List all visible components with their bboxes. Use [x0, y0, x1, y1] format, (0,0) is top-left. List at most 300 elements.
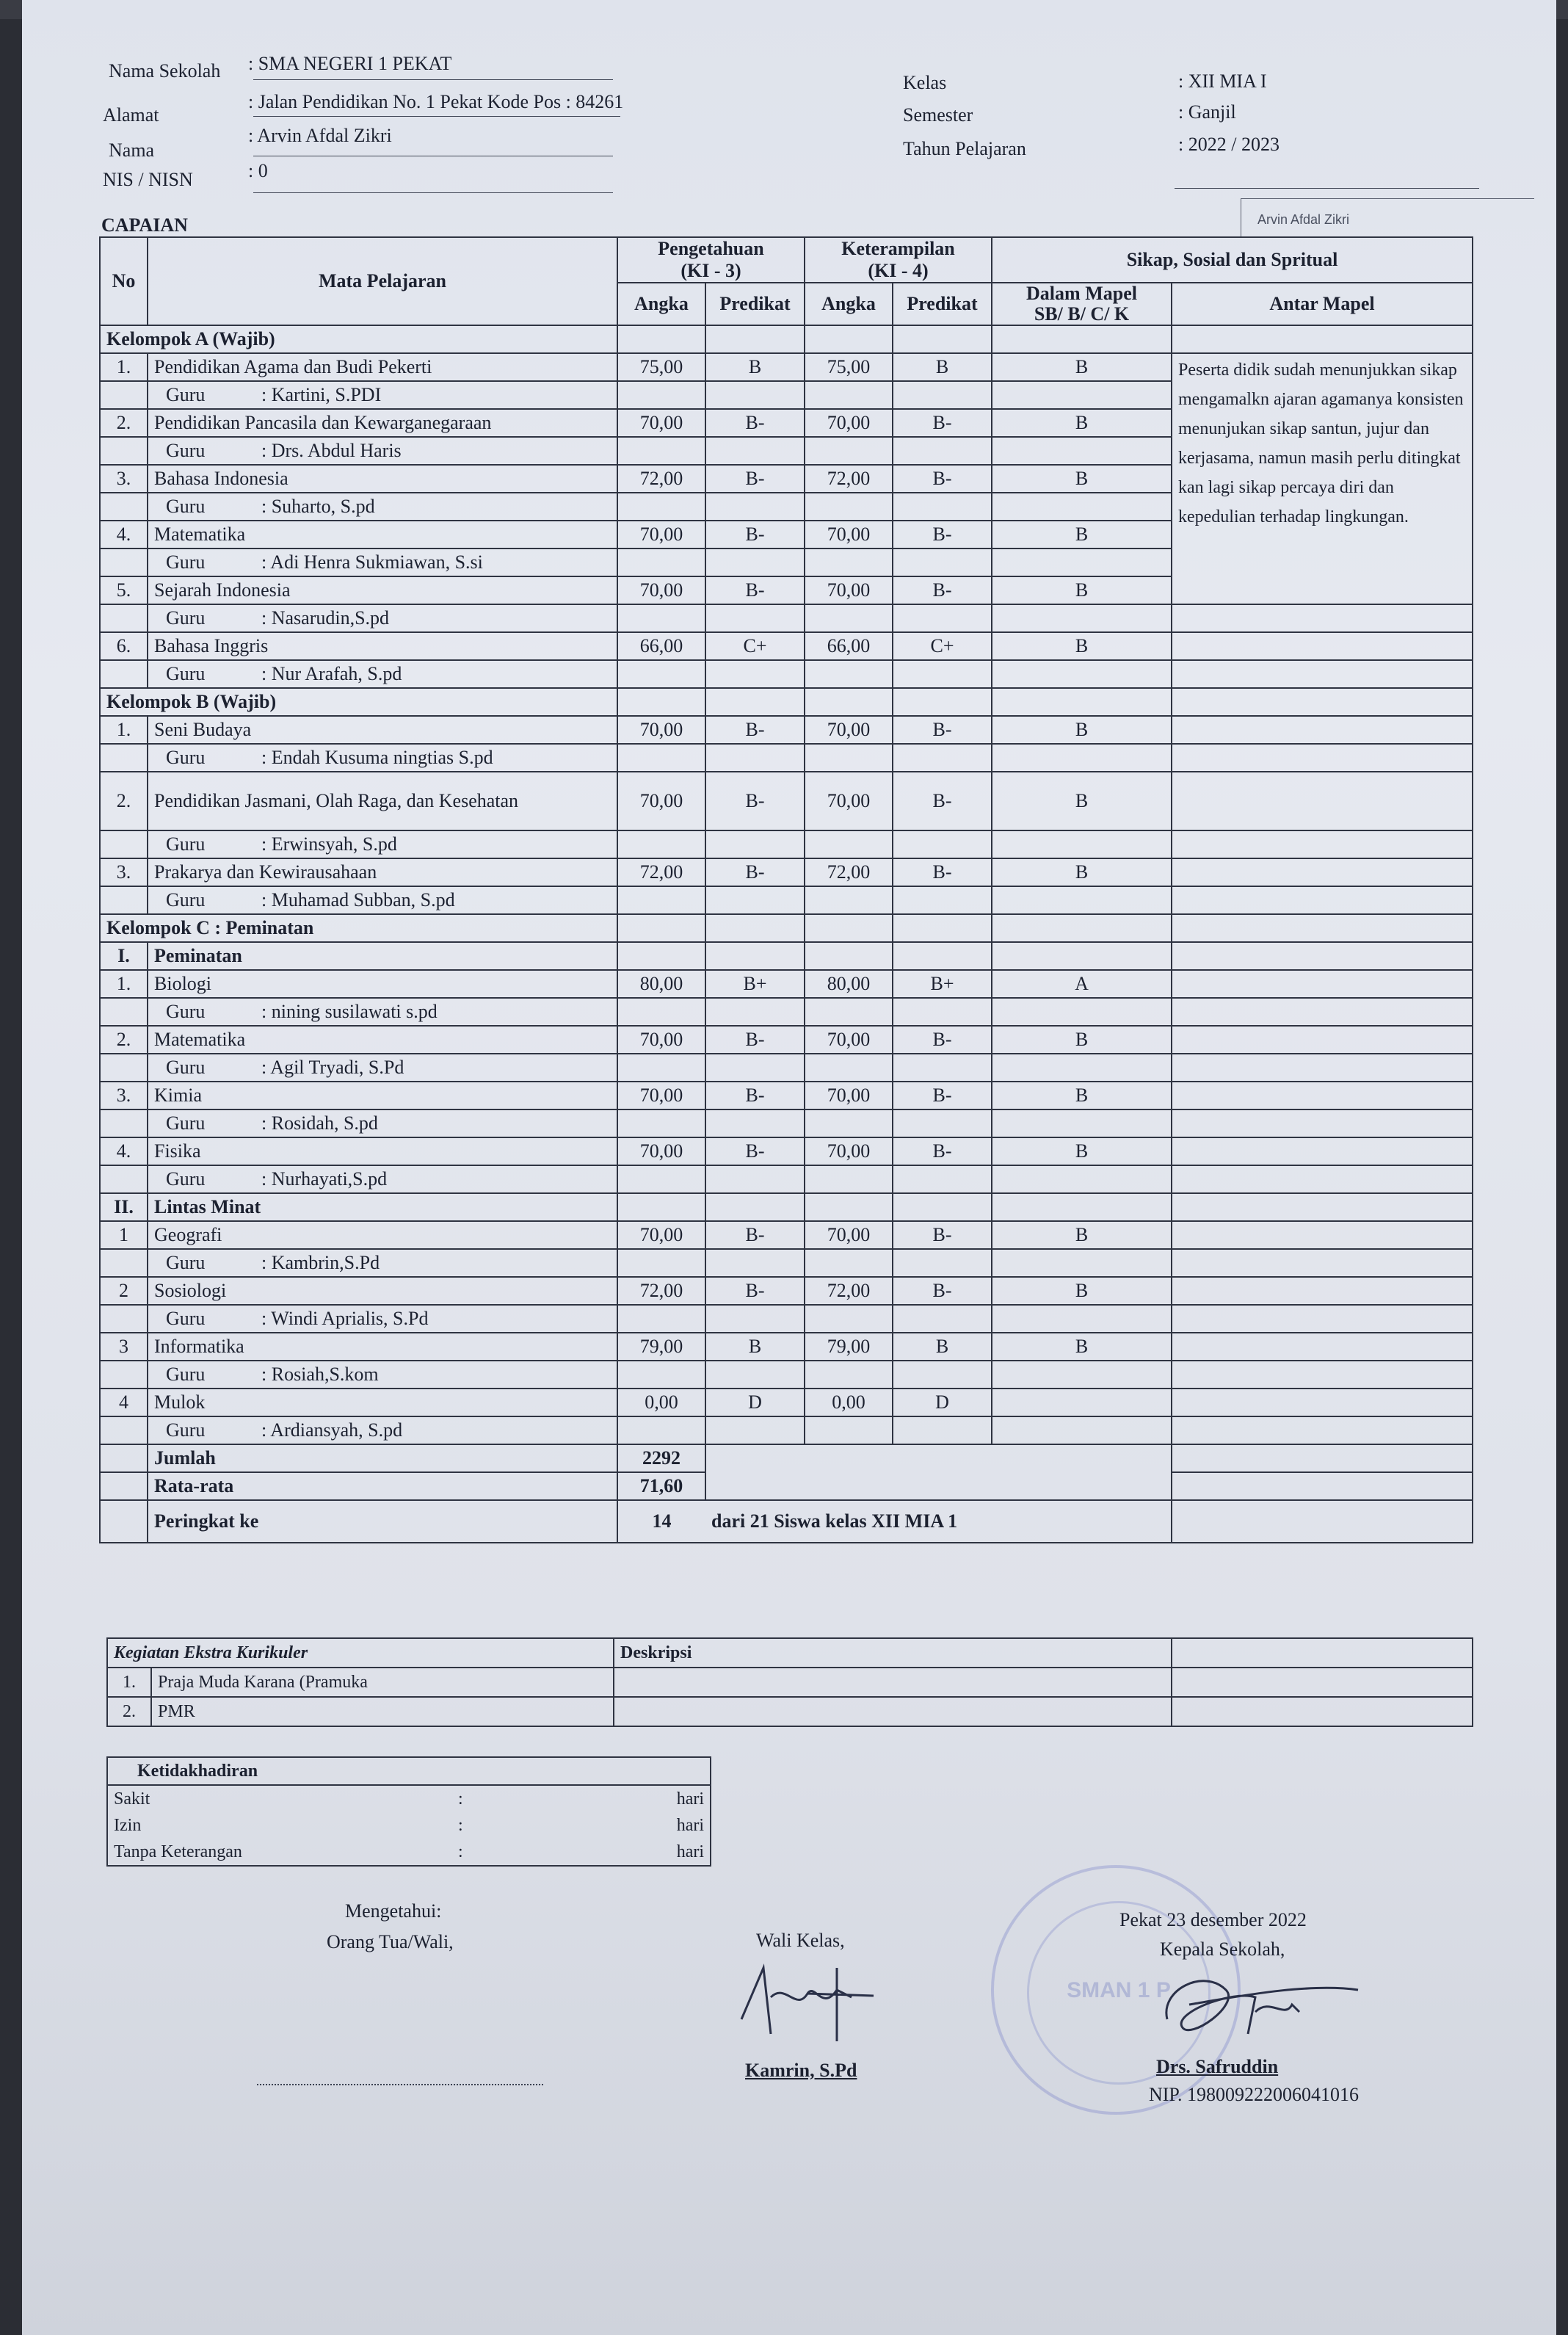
attitude-grade: B	[992, 1137, 1172, 1165]
teacher-name: : Drs. Abdul Haris	[261, 440, 402, 461]
empty-cell	[100, 1361, 148, 1389]
subject-row	[100, 1026, 1473, 1054]
k3-grade: B-	[705, 465, 805, 493]
empty-cell	[1172, 772, 1473, 830]
place-date: Pekat 23 desember 2022	[1119, 1909, 1307, 1930]
grades-table	[99, 236, 1473, 1543]
empty-cell	[705, 437, 805, 465]
extracurricular-number: 1.	[107, 1668, 151, 1697]
k4-grade: B-	[893, 521, 992, 549]
homeroom-teacher-name: Kamrin, S.Pd	[745, 2060, 857, 2081]
empty-cell	[992, 688, 1172, 716]
group-title: Kelompok C : Peminatan	[100, 914, 617, 942]
k3-score: 0,00	[617, 1389, 705, 1416]
subject-number: 2.	[100, 1026, 148, 1054]
empty-cell	[1172, 1444, 1473, 1472]
k4-score: 80,00	[805, 970, 893, 998]
teacher-label: Guru	[166, 1112, 206, 1134]
teacher-label: Guru	[166, 496, 206, 517]
teacher-name: : Rosiah,S.kom	[261, 1364, 379, 1385]
subject-row	[100, 858, 1473, 886]
k3-grade: B-	[705, 1221, 805, 1249]
school-year-label: Tahun Pelajaran	[903, 138, 1026, 159]
subject-name: Sosiologi	[148, 1277, 617, 1305]
teacher-cell	[148, 660, 617, 688]
k3-grade: B-	[705, 1277, 805, 1305]
empty-cell	[705, 744, 805, 772]
k3-grade: B-	[705, 1137, 805, 1165]
group-row	[100, 914, 1473, 942]
empty-cell	[705, 381, 805, 409]
empty-cell	[805, 886, 893, 914]
empty-cell	[1172, 1193, 1473, 1221]
empty-cell	[617, 1249, 705, 1277]
empty-cell	[1172, 1472, 1473, 1500]
empty-cell	[100, 744, 148, 772]
attendance-header-row	[107, 1757, 711, 1785]
attitude-grade: B	[992, 1277, 1172, 1305]
empty-cell	[705, 493, 805, 521]
subject-name: Matematika	[148, 521, 617, 549]
group-number: II.	[100, 1193, 148, 1221]
teacher-cell	[148, 493, 617, 521]
empty-cell	[893, 998, 992, 1026]
group-row	[100, 325, 1473, 353]
empty-cell	[893, 1193, 992, 1221]
header-k3-grade: Predikat	[705, 283, 805, 325]
school-stamp-text: SMAN 1 P	[1067, 1978, 1171, 2002]
empty-cell	[617, 1165, 705, 1193]
empty-cell	[1172, 1361, 1473, 1389]
teacher-name: : Kartini, S.PDI	[261, 384, 382, 405]
k4-score: 79,00	[805, 1333, 893, 1361]
k3-score: 70,00	[617, 716, 705, 744]
k4-score: 70,00	[805, 1026, 893, 1054]
group-title: Peminatan	[148, 942, 617, 970]
empty-cell	[992, 325, 1172, 353]
k3-score: 80,00	[617, 970, 705, 998]
empty-cell	[1172, 660, 1473, 688]
empty-cell	[100, 1249, 148, 1277]
group-title: Kelompok A (Wajib)	[100, 325, 617, 353]
attendance-separator: :	[458, 1815, 463, 1835]
empty-cell	[805, 1416, 893, 1444]
teacher-cell	[148, 830, 617, 858]
subject-number: 6.	[100, 632, 148, 660]
empty-cell	[705, 1361, 805, 1389]
teacher-name: : Kambrin,S.Pd	[261, 1252, 380, 1273]
empty-cell	[992, 660, 1172, 688]
subject-number: 4.	[100, 521, 148, 549]
k4-score: 70,00	[805, 1137, 893, 1165]
empty-cell	[893, 1416, 992, 1444]
empty-cell	[100, 1054, 148, 1082]
teacher-name: : nining susilawati s.pd	[261, 1001, 438, 1022]
empty-cell	[992, 1305, 1172, 1333]
subject-name: Pendidikan Jasmani, Olah Raga, dan Kesehatan	[148, 772, 617, 830]
empty-cell	[617, 914, 705, 942]
header-skills-ki: (KI - 4)	[868, 260, 929, 281]
semester-value: : Ganjil	[1178, 101, 1236, 123]
subject-number: 3.	[100, 465, 148, 493]
subject-row	[100, 1333, 1473, 1361]
empty-cell	[893, 914, 992, 942]
k3-grade: B-	[705, 772, 805, 830]
empty-cell	[893, 1361, 992, 1389]
k4-score: 0,00	[805, 1389, 893, 1416]
teacher-name: : Nurhayati,S.pd	[261, 1168, 388, 1190]
k3-score: 66,00	[617, 632, 705, 660]
teacher-label: Guru	[166, 607, 206, 629]
header-across-subject: Antar Mapel	[1172, 283, 1473, 325]
empty-cell	[805, 604, 893, 632]
empty-cell	[1172, 1333, 1473, 1361]
subject-row	[100, 632, 1473, 660]
header-attitude: Sikap, Sosial dan Spritual	[992, 237, 1473, 283]
empty-cell	[705, 886, 805, 914]
empty-cell	[1172, 1082, 1473, 1109]
teacher-name: : Suharto, S.pd	[261, 496, 375, 517]
empty-cell	[1172, 998, 1473, 1026]
acknowledged-label: Mengetahui:	[345, 1900, 442, 1922]
principal-name: Drs. Safruddin	[1156, 2056, 1279, 2077]
extracurricular-row	[107, 1697, 1473, 1726]
attitude-grade: B	[992, 1082, 1172, 1109]
empty-cell	[1172, 970, 1473, 998]
k3-score: 70,00	[617, 1026, 705, 1054]
empty-cell	[705, 998, 805, 1026]
empty-cell	[992, 830, 1172, 858]
empty-cell	[617, 1361, 705, 1389]
empty-cell	[617, 830, 705, 858]
k4-score: 70,00	[805, 772, 893, 830]
empty-cell	[1172, 1249, 1473, 1277]
rank-label: Peringkat ke	[148, 1500, 617, 1543]
k4-score: 70,00	[805, 1082, 893, 1109]
group-number: I.	[100, 942, 148, 970]
teacher-label: Guru	[166, 1419, 206, 1441]
teacher-cell	[148, 1165, 617, 1193]
teacher-cell	[148, 1109, 617, 1137]
teacher-cell	[148, 604, 617, 632]
empty-cell	[1172, 1137, 1473, 1165]
principal-label: Kepala Sekolah,	[1160, 1938, 1285, 1960]
k4-score: 72,00	[805, 858, 893, 886]
subject-name: Bahasa Inggris	[148, 632, 617, 660]
group-row	[100, 688, 1473, 716]
attendance-row	[107, 1785, 711, 1812]
empty-cell	[805, 998, 893, 1026]
empty-cell	[1172, 914, 1473, 942]
student-name-value: : Arvin Afdal Zikri	[248, 125, 392, 146]
empty-cell	[100, 1165, 148, 1193]
student-name-label: Nama	[109, 140, 155, 161]
attitude-grade: B	[992, 409, 1172, 437]
teacher-label: Guru	[166, 1252, 206, 1273]
k3-score: 72,00	[617, 1277, 705, 1305]
empty-cell	[617, 1193, 705, 1221]
average-row	[100, 1472, 1473, 1500]
empty-cell	[893, 493, 992, 521]
empty-cell	[617, 998, 705, 1026]
empty-cell	[805, 688, 893, 716]
teacher-row	[100, 660, 1473, 688]
nis-label: NIS / NISN	[103, 169, 193, 190]
empty-cell	[1172, 325, 1473, 353]
k3-grade: B	[705, 1333, 805, 1361]
empty-cell	[100, 437, 148, 465]
empty-cell	[100, 830, 148, 858]
empty-cell	[893, 325, 992, 353]
attendance-unit: hari	[599, 1785, 711, 1812]
extracurricular-name: Praja Muda Karana (Pramuka	[151, 1668, 614, 1697]
subject-number: 2.	[100, 772, 148, 830]
teacher-name: : Nur Arafah, S.pd	[261, 663, 402, 684]
teacher-cell	[148, 998, 617, 1026]
header-within-subject-title: Dalam Mapel	[1026, 283, 1137, 304]
group-title: Kelompok B (Wajib)	[100, 688, 617, 716]
subject-name: Kimia	[148, 1082, 617, 1109]
address-label: Alamat	[103, 104, 159, 126]
k4-grade: B-	[893, 1277, 992, 1305]
subject-row	[100, 716, 1473, 744]
empty-cell	[705, 660, 805, 688]
k4-grade: B-	[893, 858, 992, 886]
homeroom-signature	[727, 1953, 888, 2049]
empty-cell	[992, 886, 1172, 914]
k3-grade: B	[705, 353, 805, 381]
subject-name: Sejarah Indonesia	[148, 576, 617, 604]
empty-cell	[805, 437, 893, 465]
teacher-row	[100, 1305, 1473, 1333]
subject-row	[100, 353, 1473, 381]
empty-cell	[100, 886, 148, 914]
class-label: Kelas	[903, 72, 947, 93]
teacher-row	[100, 1054, 1473, 1082]
k3-score: 75,00	[617, 353, 705, 381]
teacher-label: Guru	[166, 1308, 206, 1329]
group-row	[100, 1193, 1473, 1221]
attitude-grade: B	[992, 858, 1172, 886]
attitude-grade: B	[992, 1221, 1172, 1249]
empty-cell	[805, 914, 893, 942]
empty-cell	[1172, 1277, 1473, 1305]
attendance-header: Ketidakhadiran	[107, 1757, 711, 1785]
header-no: No	[100, 237, 148, 325]
subject-name: Matematika	[148, 1026, 617, 1054]
k4-grade: B-	[893, 465, 992, 493]
empty-cell	[893, 660, 992, 688]
empty-cell	[100, 1416, 148, 1444]
empty-cell	[100, 660, 148, 688]
attendance-row	[107, 1812, 711, 1839]
attendance-unit: hari	[599, 1812, 711, 1839]
semester-label: Semester	[903, 104, 973, 126]
empty-cell	[100, 1305, 148, 1333]
empty-cell	[705, 604, 805, 632]
empty-cell	[1172, 942, 1473, 970]
teacher-name: : Endah Kusuma ningtias S.pd	[261, 747, 493, 768]
k3-grade: B-	[705, 576, 805, 604]
k3-score: 72,00	[617, 858, 705, 886]
empty-cell	[705, 1444, 1172, 1472]
teacher-name: : Windi Aprialis, S.Pd	[261, 1308, 429, 1329]
teacher-label: Guru	[166, 440, 206, 461]
empty-cell	[705, 1193, 805, 1221]
attendance-label: Tanpa Keterangan	[107, 1839, 452, 1866]
k3-score: 70,00	[617, 1082, 705, 1109]
attitude-grade: B	[992, 772, 1172, 830]
k4-score: 70,00	[805, 521, 893, 549]
nis-value: : 0	[248, 160, 268, 181]
empty-cell	[617, 325, 705, 353]
empty-cell	[805, 942, 893, 970]
empty-cell	[100, 604, 148, 632]
empty-cell	[893, 830, 992, 858]
empty-cell	[100, 549, 148, 576]
k4-score: 72,00	[805, 465, 893, 493]
total-label: Jumlah	[148, 1444, 617, 1472]
empty-cell	[705, 1249, 805, 1277]
empty-cell	[100, 1444, 148, 1472]
empty-cell	[805, 1193, 893, 1221]
k3-score: 70,00	[617, 521, 705, 549]
k4-grade: B+	[893, 970, 992, 998]
empty-cell	[1172, 886, 1473, 914]
header-k4-score: Angka	[805, 283, 893, 325]
attitude-grade: A	[992, 970, 1172, 998]
extracurricular-name: PMR	[151, 1697, 614, 1726]
subject-number: 1	[100, 1221, 148, 1249]
teacher-cell	[148, 1054, 617, 1082]
empty-cell	[705, 830, 805, 858]
header-knowledge	[617, 237, 805, 283]
empty-cell	[992, 437, 1172, 465]
k4-score: 75,00	[805, 353, 893, 381]
empty-cell	[1172, 1697, 1473, 1726]
teacher-cell	[148, 886, 617, 914]
header-knowledge-ki: (KI - 3)	[680, 260, 741, 281]
school-year-value: : 2022 / 2023	[1178, 134, 1280, 155]
empty-cell	[617, 437, 705, 465]
section-title: CAPAIAN	[101, 214, 188, 236]
subject-name: Prakarya dan Kewirausahaan	[148, 858, 617, 886]
attendance-row	[107, 1839, 711, 1866]
attendance-table	[106, 1756, 711, 1867]
empty-cell	[100, 1500, 148, 1543]
attitude-grade	[992, 1389, 1172, 1416]
teacher-name: : Adi Henra Sukmiawan, S.si	[261, 551, 483, 573]
k4-score: 70,00	[805, 409, 893, 437]
empty-cell	[893, 437, 992, 465]
group-row	[100, 942, 1473, 970]
empty-cell	[1172, 830, 1473, 858]
k3-score: 70,00	[617, 772, 705, 830]
subject-number: 4	[100, 1389, 148, 1416]
subject-number: 1.	[100, 716, 148, 744]
empty-cell	[617, 660, 705, 688]
k3-score: 79,00	[617, 1333, 705, 1361]
subject-number: 3.	[100, 1082, 148, 1109]
empty-cell	[1172, 688, 1473, 716]
empty-cell	[705, 1165, 805, 1193]
attendance-label: Izin	[107, 1812, 452, 1839]
empty-cell	[1172, 858, 1473, 886]
empty-cell	[805, 830, 893, 858]
attitude-grade: B	[992, 353, 1172, 381]
empty-cell	[617, 1305, 705, 1333]
k4-score: 70,00	[805, 716, 893, 744]
k4-grade: B-	[893, 1026, 992, 1054]
k4-grade: B-	[893, 716, 992, 744]
extracurricular-description	[614, 1668, 1172, 1697]
teacher-name: : Muhamad Subban, S.pd	[261, 889, 455, 911]
subject-row	[100, 1221, 1473, 1249]
k4-score: 66,00	[805, 632, 893, 660]
attendance-separator: :	[452, 1839, 599, 1866]
empty-cell	[100, 381, 148, 409]
attitude-grade: B	[992, 632, 1172, 660]
class-value: : XII MIA I	[1178, 70, 1267, 92]
empty-cell	[992, 604, 1172, 632]
empty-cell	[617, 744, 705, 772]
header-knowledge-title: Pengetahuan	[658, 238, 764, 259]
teacher-cell	[148, 1305, 617, 1333]
parent-label: Orang Tua/Wali,	[327, 1931, 454, 1952]
k4-grade: B	[893, 1333, 992, 1361]
teacher-row	[100, 1249, 1473, 1277]
rank-value: 14	[617, 1500, 705, 1543]
header-within-subject-scale: SB/ B/ C/ K	[1034, 303, 1130, 325]
empty-cell	[805, 1249, 893, 1277]
teacher-name: : Agil Tryadi, S.Pd	[261, 1057, 404, 1078]
empty-cell	[805, 744, 893, 772]
teacher-row	[100, 830, 1473, 858]
k3-grade: B-	[705, 858, 805, 886]
empty-cell	[805, 1305, 893, 1333]
k3-grade: B-	[705, 1082, 805, 1109]
empty-cell	[992, 1109, 1172, 1137]
subject-number: 3.	[100, 858, 148, 886]
k4-grade: B-	[893, 576, 992, 604]
subject-name: Geografi	[148, 1221, 617, 1249]
teacher-name: : Ardiansyah, S.pd	[261, 1419, 403, 1441]
empty-cell	[1172, 1054, 1473, 1082]
teacher-label: Guru	[166, 1364, 206, 1385]
teacher-cell	[148, 1416, 617, 1444]
extracurricular-table	[106, 1637, 1473, 1727]
k3-grade: D	[705, 1389, 805, 1416]
empty-cell	[805, 381, 893, 409]
empty-cell	[992, 549, 1172, 576]
k3-grade: B-	[705, 1026, 805, 1054]
average-label: Rata-rata	[148, 1472, 617, 1500]
extracurricular-header: Kegiatan Ekstra Kurikuler	[107, 1638, 614, 1668]
empty-cell	[617, 1109, 705, 1137]
school-name-label: Nama Sekolah	[109, 60, 221, 82]
subject-number: 4.	[100, 1137, 148, 1165]
empty-cell	[992, 1249, 1172, 1277]
empty-cell	[893, 688, 992, 716]
homeroom-label: Wali Kelas,	[756, 1930, 845, 1951]
empty-cell	[992, 1361, 1172, 1389]
teacher-label: Guru	[166, 663, 206, 684]
header-subject: Mata Pelajaran	[148, 237, 617, 325]
teacher-row	[100, 998, 1473, 1026]
header-skills-title: Keterampilan	[841, 238, 955, 259]
principal-signature	[1145, 1961, 1365, 2056]
empty-cell	[893, 1305, 992, 1333]
